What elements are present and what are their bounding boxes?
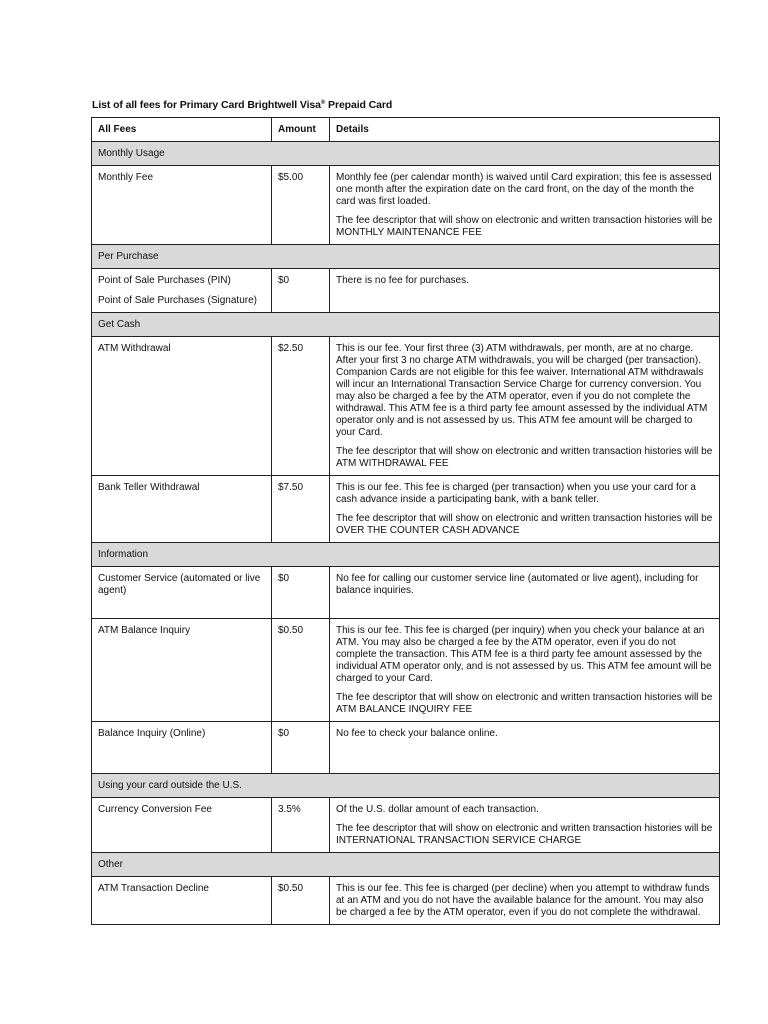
details-descriptor: The fee descriptor that will show on electronic and written transaction histories will be ATM WITHDRAWAL FEE (336, 446, 713, 469)
table-row (92, 476, 720, 543)
fee-amount: $7.50 (272, 476, 330, 543)
fee-name-signature: Point of Sale Purchases (Signature) (98, 295, 257, 306)
fee-amount: $0.50 (272, 877, 330, 925)
section-outside-us (92, 774, 720, 798)
details-text: No fee for calling our customer service line (automated or live agent), including for balance inquiries. (336, 573, 699, 596)
details-text: Of the U.S. dollar amount of each transaction. (336, 804, 539, 815)
section-information (92, 543, 720, 567)
fee-amount: $5.00 (272, 166, 330, 245)
fee-name: ATM Withdrawal (92, 337, 272, 476)
fee-details (330, 877, 720, 925)
header-details: Details (330, 118, 720, 142)
registered-mark: ® (320, 100, 326, 106)
details-text: This is our fee. This fee is charged (per inquiry) when you check your balance at an ATM. You may also be charged a fee by the ATM operator, even if you do not complete the transaction. This ATM fee is a third party fee amount assessed by the individual ATM operator only, and is not assessed by us. This ATM fee amount will be charged to your Card. (336, 625, 712, 684)
fee-amount: $0 (272, 722, 330, 774)
details-text: Monthly fee (per calendar month) is waived until Card expiration; this fee is assessed one month after the expiration date on the card front, on the day of the month the card was first loaded. (336, 172, 712, 207)
section-label: Other (92, 853, 720, 877)
fee-amount: 3.5% (272, 798, 330, 853)
fee-name: ATM Transaction Decline (92, 877, 272, 925)
fee-amount: $0 (272, 567, 330, 619)
details-text: There is no fee for purchases. (336, 275, 469, 286)
fee-details (330, 269, 720, 313)
section-label: Per Purchase (92, 245, 720, 269)
fee-name (92, 269, 272, 313)
table-row (92, 619, 720, 722)
fee-name: ATM Balance Inquiry (92, 619, 272, 722)
fee-amount: $2.50 (272, 337, 330, 476)
details-descriptor: The fee descriptor that will show on electronic and written transaction histories will be MONTHLY MAINTENANCE FEE (336, 215, 713, 238)
details-descriptor: The fee descriptor that will show on electronic and written transaction histories will be ATM BALANCE INQUIRY FEE (336, 692, 713, 715)
details-text: No fee to check your balance online. (336, 728, 498, 739)
table-row (92, 798, 720, 853)
section-per-purchase (92, 245, 720, 269)
table-row (92, 567, 720, 619)
section-other (92, 853, 720, 877)
fee-details (330, 722, 720, 774)
fee-details (330, 476, 720, 543)
table-header-row (92, 118, 720, 142)
fee-name: Balance Inquiry (Online) (92, 722, 272, 774)
fee-details (330, 798, 720, 853)
section-label: Get Cash (92, 313, 720, 337)
fee-name-pin: Point of Sale Purchases (PIN) (98, 275, 231, 286)
fee-name: Bank Teller Withdrawal (92, 476, 272, 543)
table-row (92, 722, 720, 774)
table-row (92, 877, 720, 925)
fee-name: Currency Conversion Fee (92, 798, 272, 853)
fee-details (330, 166, 720, 245)
header-all-fees: All Fees (92, 118, 272, 142)
table-row (92, 269, 720, 313)
section-monthly-usage (92, 142, 720, 166)
title-suffix: Prepaid Card (325, 99, 393, 111)
table-row (92, 337, 720, 476)
title-prefix: List of all fees for Primary Card Brightwell Visa (92, 99, 321, 111)
table-row (92, 166, 720, 245)
fee-details (330, 337, 720, 476)
fee-name: Customer Service (automated or live agent) (92, 567, 272, 619)
details-descriptor: The fee descriptor that will show on electronic and written transaction histories will be OVER THE COUNTER CASH ADVANCE (336, 513, 713, 536)
fee-details (330, 567, 720, 619)
details-text: This is our fee. Your first three (3) ATM withdrawals, per month, are at no charge. After your first 3 no charge ATM withdrawals, you will be charged (per transaction). Companion Cards are not eligible for this fee waiver. International ATM withdrawals will incur an International Transaction Service Charge for currency conversion. You may also be charged a fee by the ATM operator, even if you do not complete the withdrawal. This ATM fee is a third party fee amount assessed by the individual ATM operator only and is not assessed by us. This ATM fee amount will be charged to your Card. (336, 343, 708, 438)
header-amount: Amount (272, 118, 330, 142)
fee-details (330, 619, 720, 722)
document-title (92, 99, 392, 111)
section-label: Using your card outside the U.S. (92, 774, 720, 798)
fee-table (91, 117, 720, 925)
section-label: Monthly Usage (92, 142, 720, 166)
section-label: Information (92, 543, 720, 567)
fee-amount: $0.50 (272, 619, 330, 722)
fee-name: Monthly Fee (92, 166, 272, 245)
fee-amount: $0 (272, 269, 330, 313)
details-descriptor: The fee descriptor that will show on electronic and written transaction histories will be INTERNATIONAL TRANSACTION SERVICE CHARGE (336, 823, 713, 846)
details-text: This is our fee. This fee is charged (per transaction) when you use your card for a cash advance inside a participating bank, with a bank teller. (336, 482, 696, 505)
section-get-cash (92, 313, 720, 337)
details-text: This is our fee. This fee is charged (per decline) when you attempt to withdraw funds at an ATM and you do not have the available balance for the amount. You may also be charged a fee by the ATM operator, even if you do not complete the withdrawal. (336, 883, 710, 918)
